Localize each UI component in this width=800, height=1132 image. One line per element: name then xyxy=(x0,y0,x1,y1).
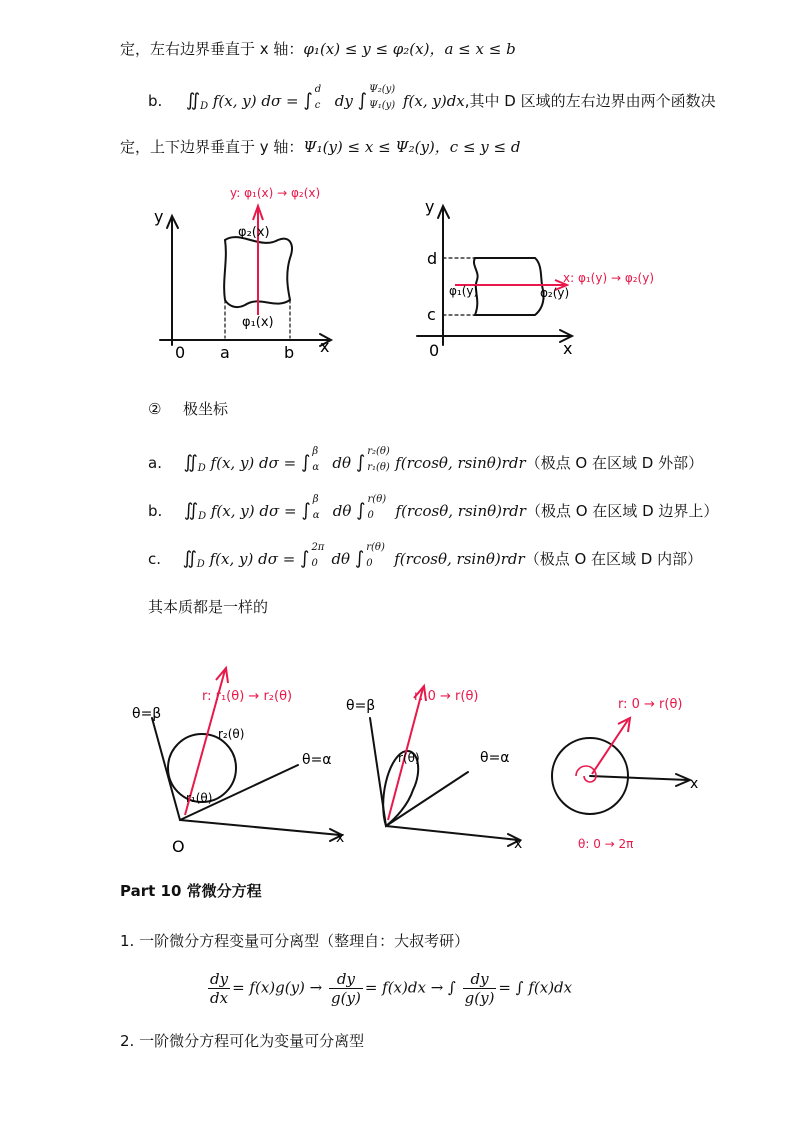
d2-axis-x: x xyxy=(563,339,573,358)
d1-a: a xyxy=(220,343,230,362)
ode1-eq1: = f(x)g(y) → xyxy=(232,978,323,997)
polar-a-label: a. xyxy=(148,454,162,472)
polar-d3-annotation: r: 0 → r(θ) xyxy=(618,697,683,712)
polar-d2-r: r(θ) xyxy=(398,751,420,765)
d1-top-curve-label: φ₂(x) xyxy=(238,225,270,240)
d1-b: b xyxy=(284,343,295,362)
polar-diagram-boundary xyxy=(346,660,538,852)
line1-prefix: 定，左右边界垂直于 x 轴： xyxy=(120,40,304,58)
d2-d: d xyxy=(427,249,438,268)
essence-text: 其本质都是一样的 xyxy=(148,598,269,616)
diagram-region-x-type xyxy=(150,180,350,380)
d2-left-curve-label: φ₁(y) xyxy=(449,284,479,298)
polar-b-rlower: 0 xyxy=(367,510,374,521)
polar-c-note: （极点 O 在区域 D 内部） xyxy=(524,550,703,568)
d1-bottom-curve-label: φ₁(x) xyxy=(242,315,274,330)
polar-b-upper: β xyxy=(312,494,319,505)
polar-d2-beta: θ=β xyxy=(346,698,376,714)
double-integral-symbol: ∬ xyxy=(185,90,201,111)
polar-a-lower: α xyxy=(312,462,320,473)
polar-c-upper: 2π xyxy=(311,542,325,553)
polar-d1-r1: r₁(θ) xyxy=(186,791,213,805)
polar-diagram-inside xyxy=(548,680,748,860)
d1-axis-x: x xyxy=(320,337,330,356)
ode1-source: 大叔考研 xyxy=(394,932,455,950)
polar-a-integrand: f(rcosθ, rsinθ)rdr xyxy=(395,454,526,472)
d2-origin: 0 xyxy=(429,341,440,360)
ode1-frac1-num: dy xyxy=(210,970,229,988)
polar-d2-annotation: r: 0 → r(θ) xyxy=(414,689,479,704)
ode2-heading: 2. 一阶微分方程可化为变量可分离型 xyxy=(120,1032,365,1050)
polar-heading-number: ② xyxy=(148,400,162,418)
polar-a-lhs: f(x, y) dσ = xyxy=(210,454,301,472)
lhs: f(x, y) dσ = xyxy=(212,92,304,110)
item-b-text: ,其中 D 区域的左右边界由两个函数决 xyxy=(464,92,716,110)
d1-origin: 0 xyxy=(175,343,186,362)
ode1-eq2: = f(x)dx → ∫ xyxy=(364,978,456,997)
lower-c: c xyxy=(314,100,321,111)
polar-d1-origin: O xyxy=(172,837,185,856)
polar-b-rupper: r(θ) xyxy=(367,494,387,505)
d2-annotation: x: φ₁(y) → φ₂(y) xyxy=(563,271,655,285)
polar-a-rlower: r₁(θ) xyxy=(367,462,390,473)
item-b-label: b. xyxy=(148,92,163,110)
polar-c-lower: 0 xyxy=(311,558,318,569)
dy: dy xyxy=(334,92,353,110)
ode1-frac1-den: dx xyxy=(210,989,229,1007)
ode1-frac2-num: dy xyxy=(329,970,363,989)
text-line-1 xyxy=(120,38,516,59)
line3-prefix: 定，上下边界垂直于 y 轴： xyxy=(120,138,304,156)
polar-d2-x: x xyxy=(514,836,523,852)
d1-axis-y: y xyxy=(154,207,164,226)
polar-item-a: a. $∬_D$ f(x, y) dσ = ∫ β α dθ ∫ r₂(θ) r₁(θ) f(rcosθ, rsinθ)rdr（极点 O 在区域 D 外部） xyxy=(148,446,704,474)
polar-d2-alpha: θ=α xyxy=(480,750,510,766)
polar-a-dtheta: dθ xyxy=(332,454,352,472)
polar-d3-theta: θ: 0 → 2π xyxy=(578,837,634,851)
diagram-region-y-type xyxy=(415,190,655,370)
ode1-formula xyxy=(206,970,572,1007)
ode1-heading-end: ） xyxy=(454,932,470,950)
d2-right-curve-label: φ₂(y) xyxy=(540,286,570,300)
d2-axis-y: y xyxy=(425,197,435,216)
d2-c: c xyxy=(427,305,436,324)
polar-c-rlower: 0 xyxy=(366,558,373,569)
upper-d: d xyxy=(314,84,322,95)
polar-d1-annotation: r: r₁(θ) → r₂(θ) xyxy=(202,689,293,704)
polar-d1-beta: θ=β xyxy=(132,706,162,722)
polar-b-lower: α xyxy=(312,510,320,521)
ode1-heading-text: 1. 一阶微分方程变量可分离型（整理自： xyxy=(120,932,395,950)
ode1-frac2-den: g(y) xyxy=(331,989,361,1007)
polar-item-b: b. $∬_D$ f(x, y) dσ = ∫ β α dθ ∫ r(θ) 0 f(rcosθ, rsinθ)rdr（极点 O 在区域 D 边界上） xyxy=(148,494,719,522)
polar-item-c: c. $∬_D$ f(x, y) dσ = ∫ 2π 0 dθ ∫ r(θ) 0 f(rcosθ, rsinθ)rdr（极点 O 在区域 D 内部） xyxy=(148,542,703,570)
polar-d3-x: x xyxy=(690,776,699,792)
polar-b-note: （极点 O 在区域 D 边界上） xyxy=(525,502,719,520)
polar-a-note: （极点 O 在区域 D 外部） xyxy=(525,454,704,472)
ode1-eq3: = ∫ f(x)dx xyxy=(498,978,573,997)
line3-math: Ψ₁(y) ≤ x ≤ Ψ₂(y)，c ≤ y ≤ d xyxy=(303,138,521,156)
ode1-frac3-num: dy xyxy=(463,970,497,989)
polar-a-upper: β xyxy=(312,446,319,457)
polar-c-label: c. xyxy=(148,550,162,568)
polar-d1-alpha: θ=α xyxy=(302,752,332,768)
polar-d1-r2: r₂(θ) xyxy=(218,727,245,741)
polar-heading xyxy=(148,398,228,419)
sub-D: D xyxy=(200,101,209,112)
part10-title: Part 10 常微分方程 xyxy=(120,882,262,900)
polar-a-rupper: r₂(θ) xyxy=(367,446,390,457)
integrand: f(x, y)dx xyxy=(402,92,465,110)
polar-b-label: b. xyxy=(148,502,163,520)
lower-psi1: Ψ₁(y) xyxy=(368,100,396,111)
upper-psi2: Ψ₂(y) xyxy=(368,84,396,95)
formula-b-rect: b. $∬_D$ f(x, y) dσ = ∫ d c dy ∫ Ψ₂(y) Ψ₁(y) f(x, y)dx,其中 D 区域的左右边界由两个函数决 xyxy=(148,84,716,112)
ode1-frac3-den: g(y) xyxy=(464,989,495,1007)
polar-diagram-outside xyxy=(130,640,360,860)
ode1-heading xyxy=(120,930,469,951)
polar-heading-text: 极坐标 xyxy=(183,400,229,418)
line1-math: φ₁(x) ≤ y ≤ φ₂(x)，a ≤ x ≤ b xyxy=(303,40,516,58)
text-line-3 xyxy=(120,136,520,157)
polar-c-rupper: r(θ) xyxy=(366,542,385,553)
d1-annotation: y: φ₁(x) → φ₂(x) xyxy=(230,186,321,200)
polar-d1-x: x xyxy=(336,830,345,846)
